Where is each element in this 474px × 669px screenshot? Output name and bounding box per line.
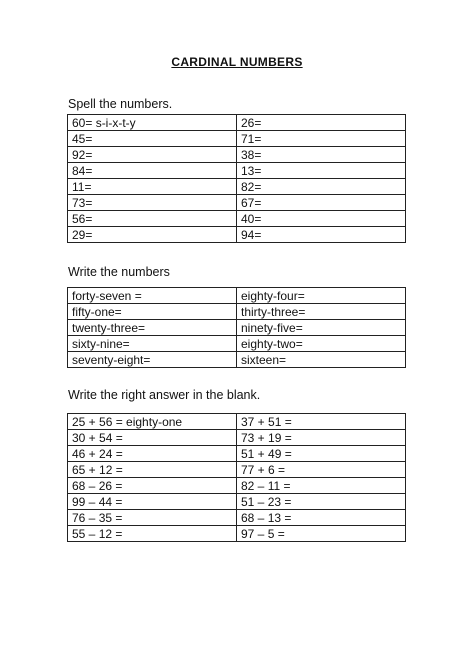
table-cell[interactable]: 82= — [237, 179, 406, 195]
table-cell[interactable]: 65 + 12 = — [68, 462, 237, 478]
table-row — [68, 446, 406, 462]
table-cell[interactable]: 51 + 49 = — [237, 446, 406, 462]
table-cell[interactable]: 76 – 35 = — [68, 510, 237, 526]
table-cell[interactable]: 26= — [237, 115, 406, 131]
table-cell[interactable]: 97 – 5 = — [237, 526, 406, 542]
table-cell[interactable]: forty-seven = — [68, 288, 237, 304]
table-cell[interactable]: 67= — [237, 195, 406, 211]
table-row — [68, 336, 406, 352]
table-cell[interactable]: 38= — [237, 147, 406, 163]
table-cell[interactable]: 51 – 23 = — [237, 494, 406, 510]
table-cell[interactable]: 46 + 24 = — [68, 446, 237, 462]
table-cell[interactable]: 30 + 54 = — [68, 430, 237, 446]
table-cell[interactable]: eighty-two= — [237, 336, 406, 352]
table-cell[interactable]: 11= — [68, 179, 237, 195]
spell-numbers-table — [67, 114, 406, 243]
table-row — [68, 304, 406, 320]
instruction-write-numbers: Write the numbers — [68, 265, 170, 279]
table-cell[interactable]: 29= — [68, 227, 237, 243]
table-row — [68, 288, 406, 304]
table-row — [68, 131, 406, 147]
table-cell[interactable]: eighty-four= — [237, 288, 406, 304]
table-row — [68, 414, 406, 430]
table-row — [68, 211, 406, 227]
table-cell[interactable]: 94= — [237, 227, 406, 243]
table-cell[interactable]: seventy-eight= — [68, 352, 237, 368]
table-cell[interactable]: 37 + 51 = — [237, 414, 406, 430]
table-row — [68, 227, 406, 243]
instruction-write-answer: Write the right answer in the blank. — [68, 388, 261, 402]
table-cell[interactable]: 13= — [237, 163, 406, 179]
table-cell[interactable]: 40= — [237, 211, 406, 227]
instruction-spell-numbers: Spell the numbers. — [68, 97, 173, 111]
table-row — [68, 510, 406, 526]
table-row — [68, 163, 406, 179]
table-cell[interactable]: ninety-five= — [237, 320, 406, 336]
table-cell[interactable]: 77 + 6 = — [237, 462, 406, 478]
table-row — [68, 179, 406, 195]
table-cell[interactable]: 68 – 13 = — [237, 510, 406, 526]
table-row — [68, 352, 406, 368]
table-cell[interactable]: 25 + 56 = eighty-one — [68, 414, 237, 430]
table-cell[interactable]: 99 – 44 = — [68, 494, 237, 510]
table-row — [68, 320, 406, 336]
table-cell[interactable]: 56= — [68, 211, 237, 227]
table-cell[interactable]: 82 – 11 = — [237, 478, 406, 494]
table-cell[interactable]: 73= — [68, 195, 237, 211]
table-cell[interactable]: fifty-one= — [68, 304, 237, 320]
write-answer-table — [67, 413, 406, 542]
table-row — [68, 115, 406, 131]
table-row — [68, 430, 406, 446]
page-title: CARDINAL NUMBERS — [171, 55, 303, 69]
table-cell[interactable]: 92= — [68, 147, 237, 163]
table-cell[interactable]: twenty-three= — [68, 320, 237, 336]
table-cell[interactable]: 71= — [237, 131, 406, 147]
table-cell[interactable]: sixty-nine= — [68, 336, 237, 352]
write-numbers-table — [67, 287, 406, 368]
table-row — [68, 462, 406, 478]
table-row — [68, 526, 406, 542]
table-cell[interactable]: 55 – 12 = — [68, 526, 237, 542]
table-cell[interactable]: 84= — [68, 163, 237, 179]
table-cell[interactable]: sixteen= — [237, 352, 406, 368]
table-cell[interactable]: thirty-three= — [237, 304, 406, 320]
table-cell[interactable]: 73 + 19 = — [237, 430, 406, 446]
table-cell[interactable]: 60= s-i-x-t-y — [68, 115, 237, 131]
table-cell[interactable]: 45= — [68, 131, 237, 147]
table-row — [68, 195, 406, 211]
table-row — [68, 494, 406, 510]
table-row — [68, 478, 406, 494]
table-row — [68, 147, 406, 163]
table-cell[interactable]: 68 – 26 = — [68, 478, 237, 494]
